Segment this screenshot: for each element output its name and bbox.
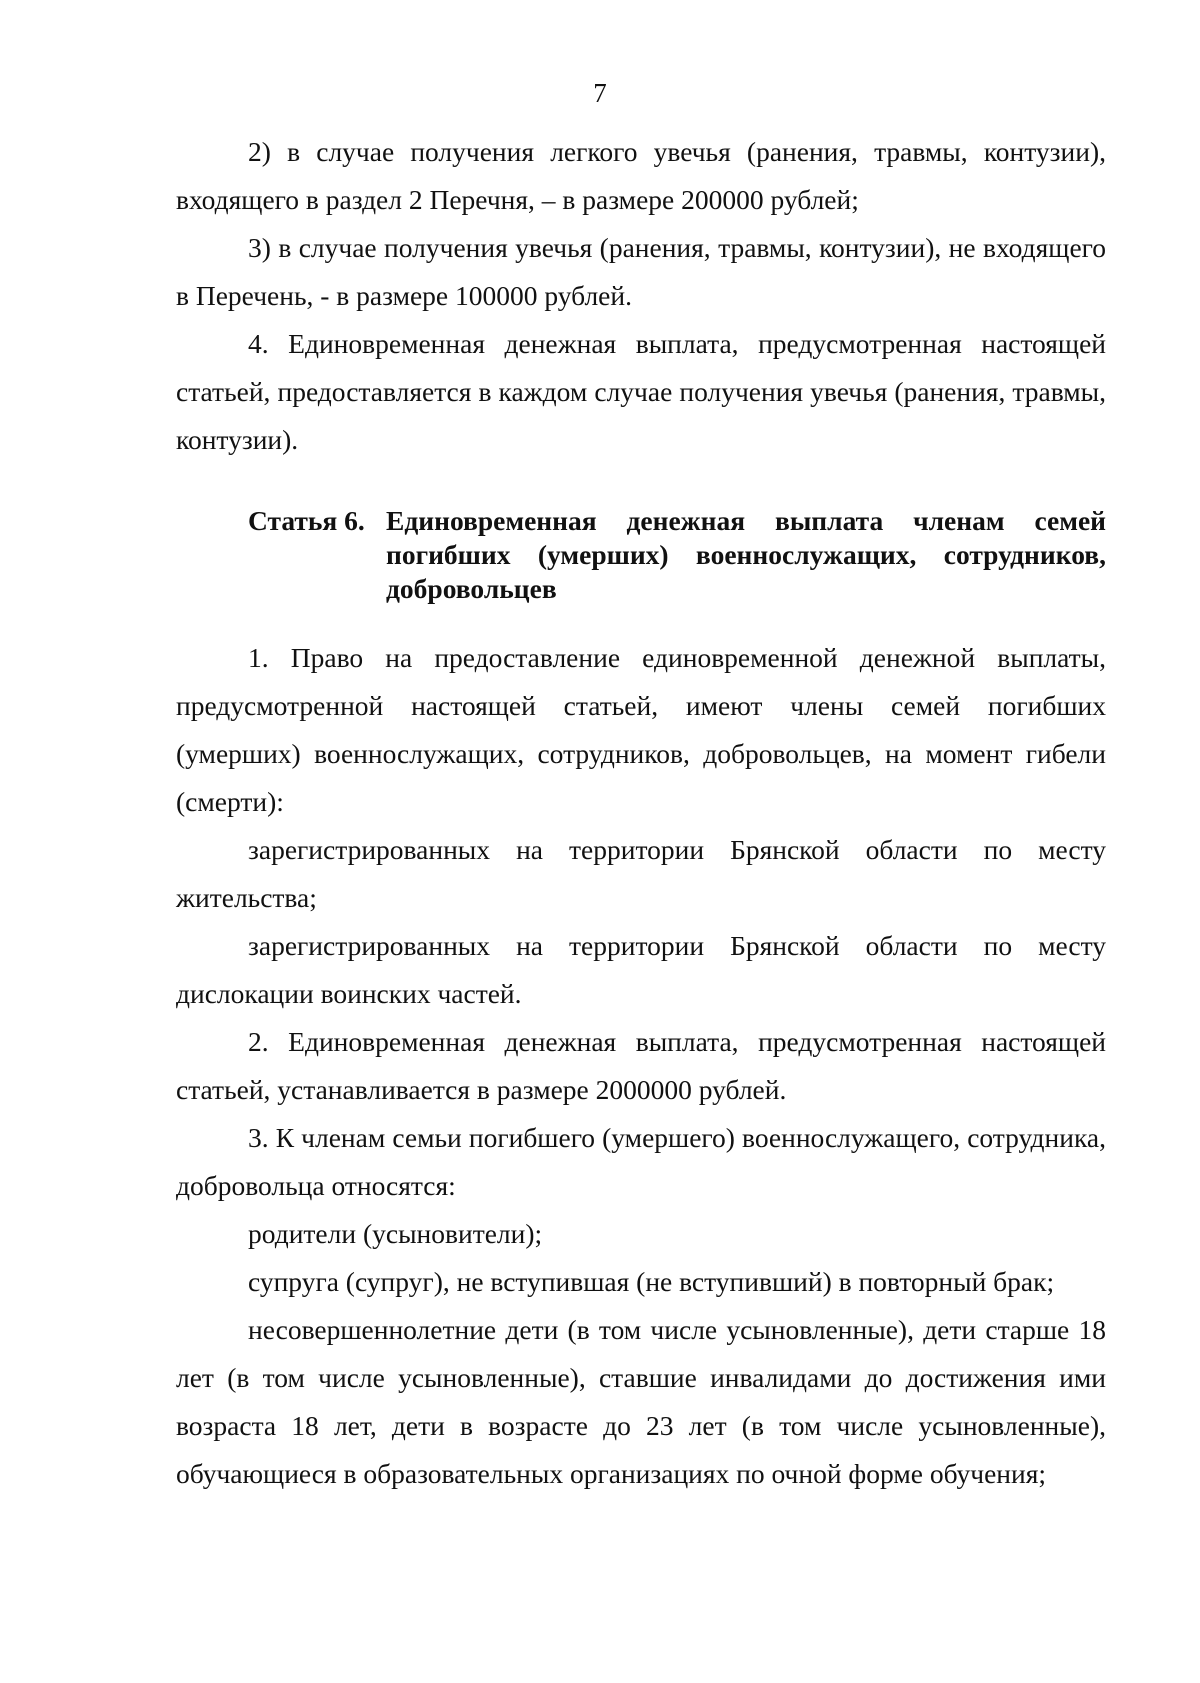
paragraph-point-3: 3. К членам семьи погибшего (умершего) военнослужащего, сотрудника, добровольца относятся:: [176, 1122, 1106, 1201]
article-heading: [176, 504, 1106, 606]
paragraph-item-2: 2) в случае получения легкого увечья (ранения, травмы, контузии), входящего в раздел 2 Перечня, – в размере 200000 рублей;: [176, 136, 1106, 215]
paragraph-spouse: супруга (супруг), не вступившая (не вступивший) в повторный брак;: [248, 1266, 1055, 1297]
paragraph-residence: зарегистрированных на территории Брянской области по месту жительства;: [176, 834, 1106, 913]
paragraph-point-1: 1. Право на предоставление единовременной денежной выплаты, предусмотренной настоящей статьей, имеют члены семей погибших (умерших) военнослужащих, сотрудников, добровольцев, на момент гибели (смерти):: [176, 642, 1106, 817]
paragraph-deployment: зарегистрированных на территории Брянской области по месту дислокации воинских частей.: [176, 930, 1106, 1009]
paragraph-point-2: 2. Единовременная денежная выплата, предусмотренная настоящей статьей, устанавливается в размере 2000000 рублей.: [176, 1026, 1106, 1105]
paragraph-children: несовершеннолетние дети (в том числе усыновленные), дети старше 18 лет (в том числе усыновленные), ставшие инвалидами до достижения ими возраста 18 лет, дети в возрасте до 23 лет (в том числе усыновленные), обучающиеся в образовательных организациях по очной форме обучения;: [176, 1314, 1106, 1489]
page-number: 7: [593, 78, 607, 108]
article-title: Единовременная денежная выплата членам семей погибших (умерших) военнослужащих, сотрудников, добровольцев: [386, 505, 1106, 604]
paragraph-parents: родители (усыновители);: [248, 1218, 543, 1249]
document-body: [176, 128, 1106, 1498]
paragraph-item-3: 3) в случае получения увечья (ранения, травмы, контузии), не входящего в Перечень, - в размере 100000 рублей.: [176, 232, 1106, 311]
paragraph-point-4: 4. Единовременная денежная выплата, предусмотренная настоящей статьей, предоставляется в каждом случае получения увечья (ранения, травмы, контузии).: [176, 328, 1106, 455]
article-number: Статья 6.: [248, 505, 365, 536]
